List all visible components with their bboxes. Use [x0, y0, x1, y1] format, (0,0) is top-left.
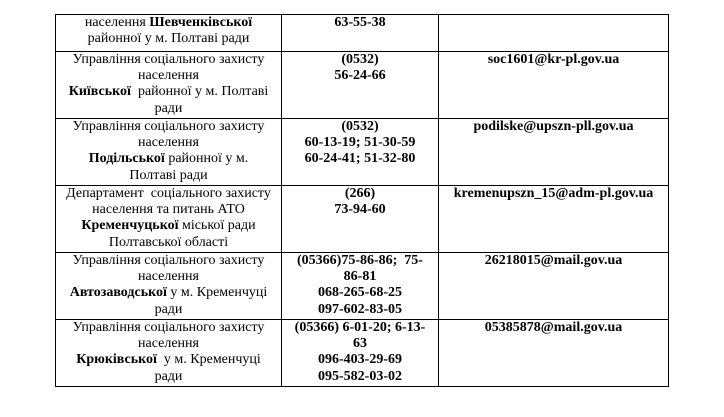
phone-line: 097-602-83-05: [318, 301, 402, 317]
name-line: Департамент соціального захисту: [66, 186, 271, 201]
email-link[interactable]: kremenupszn_15@adm-pl.gov.ua: [453, 186, 654, 201]
table-row: [56, 52, 669, 119]
table-row: [56, 15, 669, 52]
name-line: населення та питань АТО: [92, 202, 245, 218]
table-row: [56, 186, 669, 253]
phone-cell: [282, 186, 439, 253]
phone-line: (0532): [341, 119, 379, 134]
contacts-table: [55, 14, 669, 387]
name-line: Управління соціального захисту: [72, 52, 265, 67]
name-line: Київської районної у м. Полтаві: [68, 84, 269, 100]
office-name-cell: [56, 119, 282, 186]
email-cell: [439, 15, 669, 52]
name-line: населення: [138, 135, 199, 151]
office-name-cell: [56, 52, 282, 119]
office-name-cell: [56, 253, 282, 320]
name-line: населення: [138, 68, 199, 84]
name-line: Полтаві ради: [129, 167, 208, 183]
phone-line: (0532): [341, 52, 379, 67]
name-line: ради: [154, 368, 183, 384]
name-line: Автозаводської у м. Кременчуці: [69, 285, 268, 301]
email-cell: [439, 52, 669, 119]
email-link[interactable]: 05385878@mail.gov.ua: [484, 320, 623, 335]
name-line: Управління соціального захисту: [72, 119, 265, 134]
name-line: Кременчуцької міської ради: [81, 218, 256, 234]
phone-cell: [282, 15, 439, 52]
office-name-cell: [56, 15, 282, 52]
phone-line: 096-403-29-69: [318, 352, 402, 368]
email-cell: [439, 119, 669, 186]
office-name-cell: [56, 186, 282, 253]
phone-line: 63-55-38: [334, 15, 386, 30]
table-row: [56, 119, 669, 186]
phone-line: (05366)75-86-86; 75-: [297, 253, 423, 268]
name-line: Управління соціального захисту: [72, 320, 265, 335]
name-line: Подільської районної у м.: [88, 151, 249, 167]
name-line: Полтавської області: [108, 234, 229, 250]
phone-cell: [282, 119, 439, 186]
phone-line: 73-94-60: [334, 202, 386, 218]
phone-line: 068-265-68-25: [318, 285, 402, 301]
table-row: [56, 320, 669, 387]
name-line: населення: [138, 336, 199, 352]
email-link[interactable]: soc1601@kr-pl.gov.ua: [487, 52, 620, 67]
email-link[interactable]: podilske@upszn-pll.gov.ua: [473, 119, 634, 134]
office-name-cell: [56, 320, 282, 387]
phone-line: 63: [353, 336, 367, 352]
table-row: [56, 253, 669, 320]
phone-line: (05366) 6-01-20; 6-13-: [294, 320, 426, 335]
phone-cell: [282, 253, 439, 320]
phone-line: 60-24-41; 51-32-80: [304, 151, 416, 167]
phone-line: 56-24-66: [334, 68, 386, 84]
name-line: населення Шевченківської: [84, 15, 253, 30]
phone-line: 60-13-19; 51-30-59: [304, 135, 416, 151]
name-line: ради: [154, 100, 183, 116]
name-line: Управління соціального захисту: [72, 253, 265, 268]
name-line: населення: [138, 269, 199, 285]
email-cell: [439, 253, 669, 320]
name-line: Крюківської у м. Кременчуці: [76, 352, 261, 368]
phone-line: (266): [344, 186, 376, 201]
email-link[interactable]: 26218015@mail.gov.ua: [484, 253, 623, 268]
phone-line: 095-582-03-02: [318, 368, 402, 384]
phone-cell: [282, 320, 439, 387]
email-cell: [439, 320, 669, 387]
email-cell: [439, 186, 669, 253]
name-line: ради: [154, 301, 183, 317]
phone-line: 86-81: [343, 269, 377, 285]
phone-cell: [282, 52, 439, 119]
name-line: районної у м. Полтаві ради: [87, 31, 250, 47]
